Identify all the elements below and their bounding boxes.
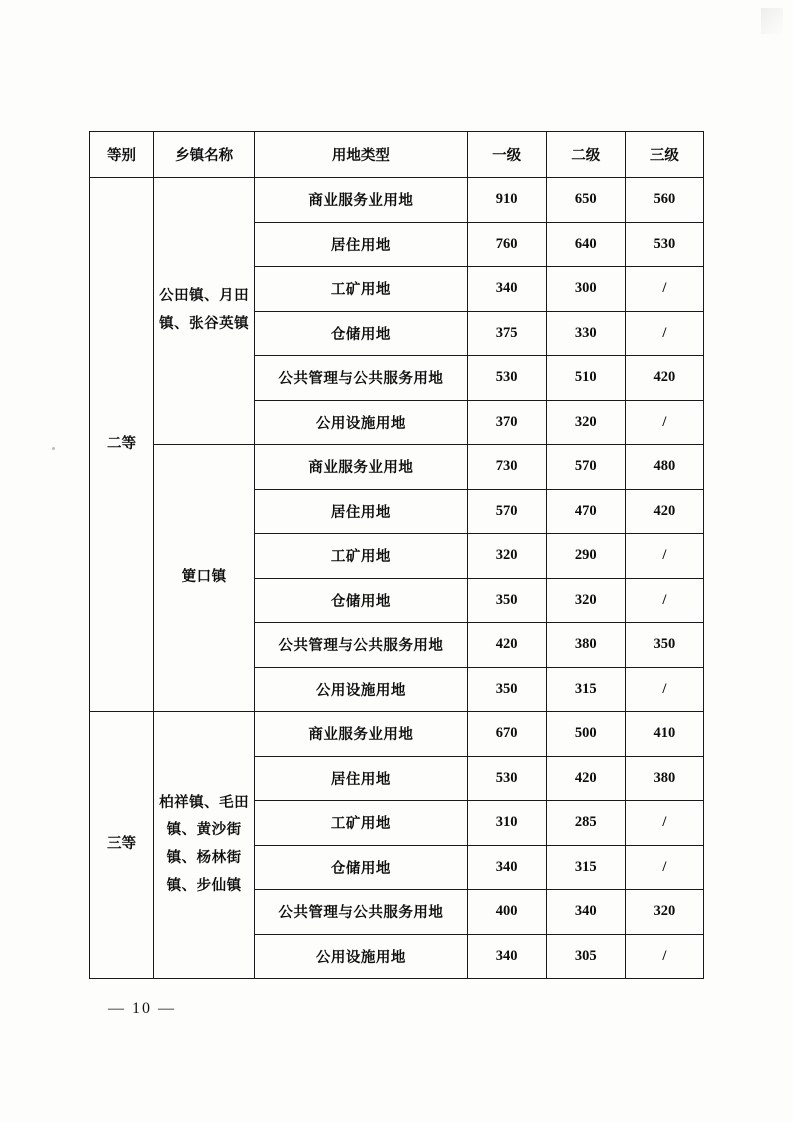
level-1-value: 910	[467, 178, 546, 223]
level-1-value: 350	[467, 578, 546, 623]
level-3-value: /	[625, 534, 703, 579]
table-header	[90, 132, 704, 178]
level-1-value: 340	[467, 934, 546, 979]
table-row	[90, 712, 704, 757]
header-level-1: 一级	[467, 132, 546, 178]
level-3-value: 530	[625, 222, 703, 267]
level-2-value: 570	[546, 445, 625, 490]
level-2-value: 340	[546, 890, 625, 935]
level-1-value: 350	[467, 667, 546, 712]
level-1-value: 760	[467, 222, 546, 267]
level-3-value: /	[625, 845, 703, 890]
level-1-value: 375	[467, 311, 546, 356]
level-2-value: 510	[546, 356, 625, 401]
land-type-cell: 居住用地	[255, 756, 467, 801]
level-1-value: 530	[467, 756, 546, 801]
land-type-cell: 公用设施用地	[255, 400, 467, 445]
level-2-value: 285	[546, 801, 625, 846]
header-grade: 等别	[90, 132, 154, 178]
town-cell: 筻口镇	[154, 445, 255, 712]
level-2-value: 330	[546, 311, 625, 356]
land-type-cell: 公共管理与公共服务用地	[255, 890, 467, 935]
land-type-cell: 工矿用地	[255, 801, 467, 846]
scan-speck	[52, 447, 55, 450]
level-3-value: /	[625, 578, 703, 623]
header-land-type: 用地类型	[255, 132, 467, 178]
land-price-table-wrapper	[89, 131, 704, 979]
level-3-value: /	[625, 311, 703, 356]
level-3-value: 350	[625, 623, 703, 668]
level-3-value: 420	[625, 356, 703, 401]
level-2-value: 640	[546, 222, 625, 267]
level-2-value: 300	[546, 267, 625, 312]
level-1-value: 530	[467, 356, 546, 401]
level-3-value: 420	[625, 489, 703, 534]
level-3-value: 410	[625, 712, 703, 757]
level-3-value: /	[625, 934, 703, 979]
level-3-value: 560	[625, 178, 703, 223]
table-row	[90, 178, 704, 223]
level-1-value: 340	[467, 845, 546, 890]
level-1-value: 670	[467, 712, 546, 757]
level-1-value: 340	[467, 267, 546, 312]
land-type-cell: 公用设施用地	[255, 667, 467, 712]
land-type-cell: 居住用地	[255, 489, 467, 534]
grade-cell: 二等	[90, 178, 154, 712]
land-type-cell: 居住用地	[255, 222, 467, 267]
level-3-value: /	[625, 801, 703, 846]
land-type-cell: 商业服务业用地	[255, 178, 467, 223]
level-2-value: 380	[546, 623, 625, 668]
header-level-3: 三级	[625, 132, 703, 178]
land-type-cell: 商业服务业用地	[255, 445, 467, 490]
level-2-value: 290	[546, 534, 625, 579]
land-type-cell: 公共管理与公共服务用地	[255, 623, 467, 668]
land-type-cell: 公共管理与公共服务用地	[255, 356, 467, 401]
table-row	[90, 445, 704, 490]
level-3-value: /	[625, 267, 703, 312]
level-3-value: 480	[625, 445, 703, 490]
page-number: — 10 —	[108, 1000, 176, 1017]
level-2-value: 305	[546, 934, 625, 979]
land-type-cell: 工矿用地	[255, 267, 467, 312]
land-type-cell: 商业服务业用地	[255, 712, 467, 757]
level-1-value: 320	[467, 534, 546, 579]
land-type-cell: 仓储用地	[255, 311, 467, 356]
header-town: 乡镇名称	[154, 132, 255, 178]
level-2-value: 320	[546, 400, 625, 445]
level-3-value: 320	[625, 890, 703, 935]
level-2-value: 500	[546, 712, 625, 757]
level-1-value: 570	[467, 489, 546, 534]
land-type-cell: 仓储用地	[255, 578, 467, 623]
header-level-2: 二级	[546, 132, 625, 178]
page-edge-shadow	[761, 8, 783, 34]
grade-cell: 三等	[90, 712, 154, 979]
table-header-row	[90, 132, 704, 178]
level-2-value: 420	[546, 756, 625, 801]
level-3-value: /	[625, 400, 703, 445]
table-body	[90, 178, 704, 979]
level-2-value: 315	[546, 845, 625, 890]
level-1-value: 400	[467, 890, 546, 935]
level-1-value: 730	[467, 445, 546, 490]
level-1-value: 310	[467, 801, 546, 846]
land-type-cell: 公用设施用地	[255, 934, 467, 979]
level-3-value: /	[625, 667, 703, 712]
land-type-cell: 工矿用地	[255, 534, 467, 579]
level-2-value: 650	[546, 178, 625, 223]
level-2-value: 315	[546, 667, 625, 712]
level-3-value: 380	[625, 756, 703, 801]
land-type-cell: 仓储用地	[255, 845, 467, 890]
land-price-table	[89, 131, 704, 979]
level-2-value: 470	[546, 489, 625, 534]
level-2-value: 320	[546, 578, 625, 623]
town-cell: 公田镇、月田镇、张谷英镇	[154, 178, 255, 445]
level-1-value: 370	[467, 400, 546, 445]
town-cell: 柏祥镇、毛田镇、黄沙街镇、杨林街镇、步仙镇	[154, 712, 255, 979]
level-1-value: 420	[467, 623, 546, 668]
